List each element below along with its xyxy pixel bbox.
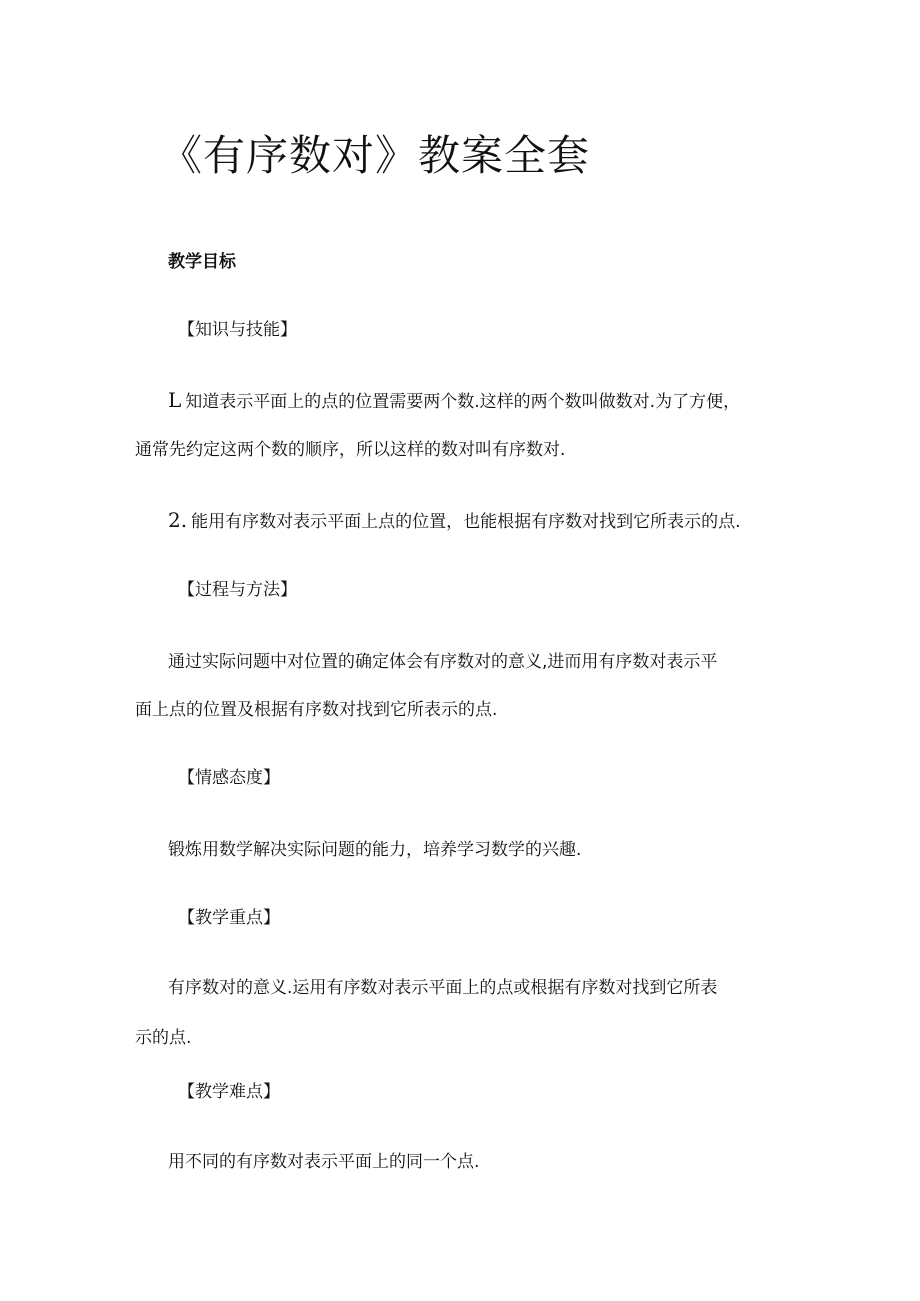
goal-item-1-line-1 — [168, 386, 740, 416]
goal-item-2-text: 能用有序数对表示平面上点的位置，也能根据有序数对找到它所表示的点. — [191, 512, 741, 532]
subheading-knowledge-skills: 【知识与技能】 — [178, 320, 297, 340]
subheading-key-points: 【教学重点】 — [178, 908, 280, 928]
process-line-2: 面上点的位置及根据有序数对找到它所表示的点. — [135, 700, 498, 720]
goal-item-2 — [168, 506, 741, 536]
key-points-line-2: 示的点. — [135, 1028, 192, 1048]
attitude-text: 锻炼用数学解决实际问题的能力，培养学习数学的兴趣. — [168, 840, 582, 860]
key-points-line-1: 有序数对的意义.运用有序数对表示平面上的点或根据有序数对找到它所表 — [168, 978, 718, 998]
goal-item-1-number: L — [168, 388, 182, 412]
process-line-1: 通过实际问题中对位置的确定体会有序数对的意义,进而用有序数对表示平 — [168, 652, 718, 672]
goal-item-1-line-2: 通常先约定这两个数的顺序，所以这样的数对叫有序数对. — [135, 440, 566, 460]
goal-item-1-text-line-1: 知道表示平面上的点的位置需要两个数.这样的两个数叫做数对.为了方便， — [185, 392, 741, 412]
document-title: 《有序数对》教案全套 — [160, 131, 591, 180]
goal-item-2-number: 2. — [168, 508, 188, 532]
subheading-process-method: 【过程与方法】 — [178, 580, 297, 600]
subheading-attitude: 【情感态度】 — [178, 768, 280, 788]
section-heading-teaching-goals: 教学目标 — [168, 252, 236, 272]
subheading-difficulty: 【教学难点】 — [178, 1082, 280, 1102]
difficulty-text: 用不同的有序数对表示平面上的同一个点. — [168, 1152, 480, 1172]
